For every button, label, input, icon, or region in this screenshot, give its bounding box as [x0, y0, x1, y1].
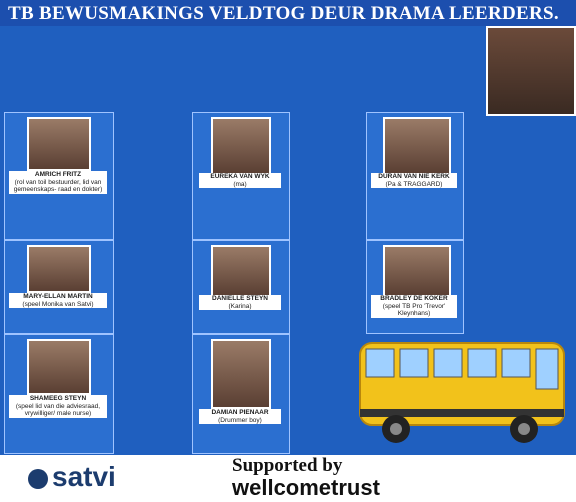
cast-card [4, 334, 114, 454]
cast-caption: DURAN VAN NIE KERK (Pa & TRAGGARD) [371, 173, 457, 188]
cast-paragraph [292, 112, 362, 238]
cast-photo [211, 339, 271, 409]
cast-card [366, 112, 464, 240]
bus-illustration [352, 325, 572, 450]
page-title: TB BEWUSMAKINGS VELDTOG DEUR DRAMA LEERDERS. [8, 3, 559, 24]
cast-caption: SHAMEEG STEYN (speel lid van die adviesraad, vrywilliger/ male nurse) [9, 395, 107, 418]
supported-by-label: Supported by [232, 455, 343, 476]
cast-card [366, 240, 464, 334]
title-bar [0, 0, 576, 26]
cast-caption: AMRICH FRITZ (rol van toil bestuurder, lid van gemeenskaps- raad en dokter) [9, 171, 107, 194]
cast-photo [383, 245, 451, 297]
cast-card [4, 240, 114, 334]
cast-card [4, 112, 114, 240]
cast-caption: MARY-ELLAN MARTIN (speel Monika van Satvi) [9, 293, 107, 308]
cast-caption: EUREKA VAN WYK (ma) [199, 173, 281, 188]
cast-card [192, 240, 290, 334]
cast-paragraph [292, 334, 350, 452]
satvi-logo: satvi [28, 461, 116, 493]
intro-paragraph [4, 27, 484, 107]
cast-paragraph [116, 334, 188, 452]
sponsor-footer [0, 455, 576, 502]
cast-photo [211, 117, 271, 175]
cast-photo [27, 245, 91, 293]
cast-paragraph [116, 240, 188, 332]
cast-paragraph [292, 240, 362, 332]
satvi-logo-icon [28, 469, 48, 489]
cast-caption: DANIELLE STEYN (Karina) [199, 295, 281, 310]
cast-caption: DAMIAN PIENAAR (Drummer boy) [199, 409, 281, 424]
cast-photo [211, 245, 271, 297]
cast-photo [383, 117, 451, 175]
cast-card [192, 112, 290, 240]
wellcome-logo: wellcometrust [232, 475, 380, 500]
cast-caption: BRADLEY DE KOKER (speel TB Pro 'Trevor' Kleynhans) [371, 295, 457, 318]
cast-paragraph [116, 112, 188, 238]
cast-photo [27, 339, 91, 395]
cast-paragraph [466, 240, 572, 332]
cast-paragraph [466, 112, 572, 238]
cast-card [192, 334, 290, 454]
cast-photo [27, 117, 91, 171]
teacher-portrait [486, 26, 576, 116]
